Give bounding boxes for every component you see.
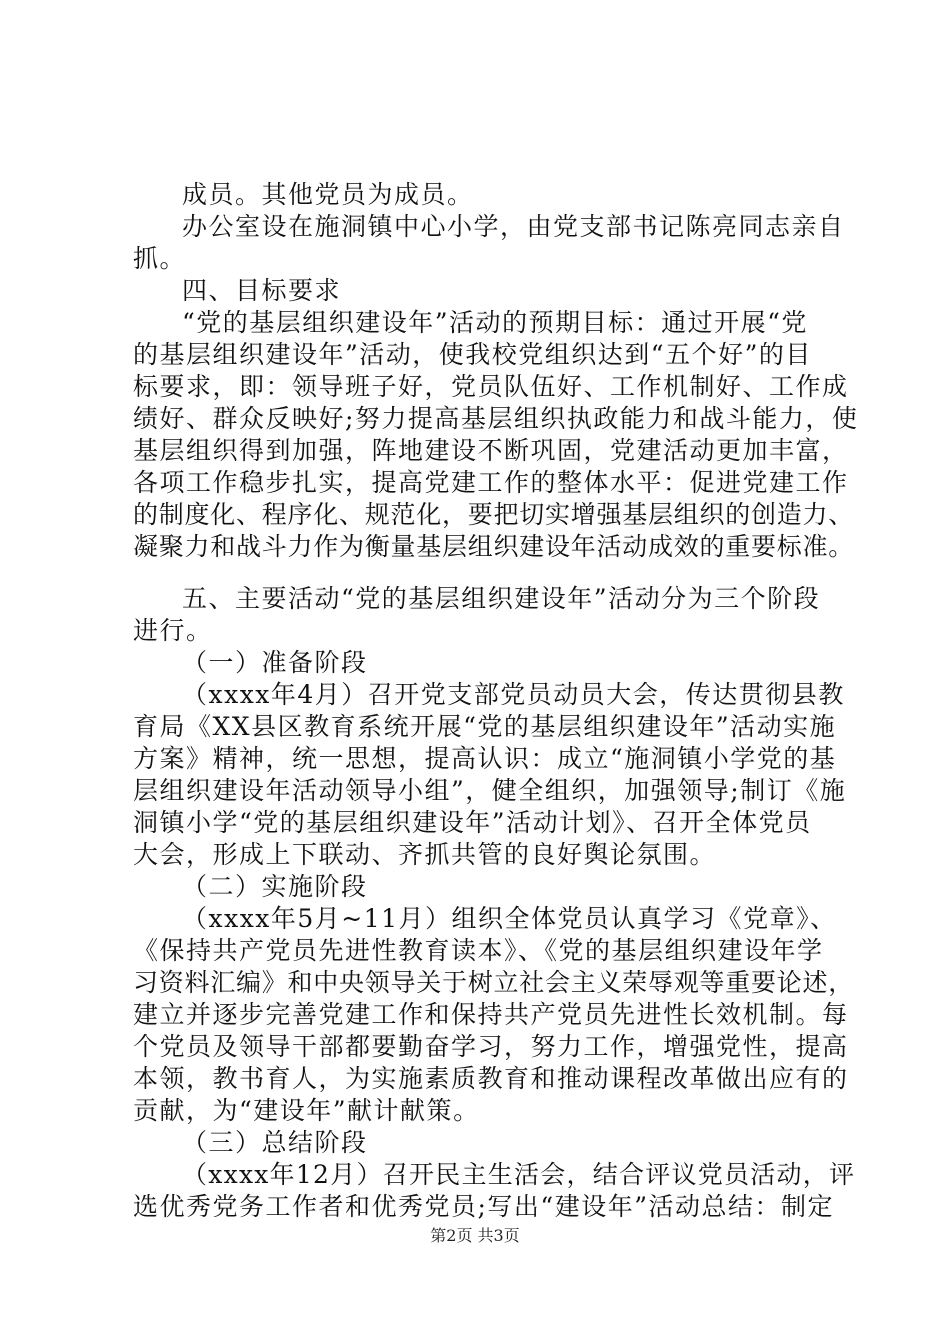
subsection-heading: （一）准备阶段 <box>182 648 368 677</box>
page-number: 第2页 共3页 <box>430 1226 520 1245</box>
paragraph-line: 凝聚力和战斗力作为衡量基层组织建设年活动成效的重要标准。 <box>133 532 855 561</box>
paragraph-line: 成员。其他党员为成员。 <box>182 180 474 209</box>
paragraph-line: 本领，教书育人，为实施素质教育和推动课程改革做出应有的 <box>133 1064 849 1093</box>
paragraph-line: 标要求，即：领导班子好，党员队伍好、工作机制好、工作成 <box>133 372 849 401</box>
paragraph-line: （xxxx年5月~11月）组织全体党员认真学习《党章》、 <box>182 904 837 933</box>
paragraph-line: 选优秀党务工作者和优秀党员;写出“建设年”活动总结：制定 <box>133 1192 834 1221</box>
paragraph-line: 大会，形成上下联动、齐抓共管的良好舆论氛围。 <box>133 840 717 869</box>
paragraph-line: “党的基层组织建设年”活动的预期目标：通过开展“党 <box>182 308 808 337</box>
paragraph-line: 层组织建设年活动领导小组”，健全组织，加强领导;制订《施 <box>133 776 847 805</box>
paragraph-line: 办公室设在施洞镇中心小学，由党支部书记陈亮同志亲自 <box>182 212 845 241</box>
paragraph-line: 洞镇小学“党的基层组织建设年”活动计划》、召开全体党员 <box>133 808 812 837</box>
paragraph-line: 建立并逐步完善党建工作和保持共产党员先进性长效机制。每 <box>133 1000 849 1029</box>
paragraph-line: 基层组织得到加强，阵地建设不断巩固，党建活动更加丰富， <box>133 436 849 465</box>
paragraph-line: 方案》精神，统一思想，提高认识：成立“施洞镇小学党的基 <box>133 744 837 773</box>
paragraph-line: 绩好、群众反映好;努力提高基层组织执政能力和战斗能力，使 <box>133 404 859 433</box>
paragraph-line: 贡献，为“建设年”献计献策。 <box>133 1096 480 1125</box>
paragraph-line: （xxxx年12月）召开民主生活会，结合评议党员活动，评 <box>182 1160 856 1189</box>
paragraph-line: 各项工作稳步扎实，提高党建工作的整体水平：促进党建工作 <box>133 468 849 497</box>
paragraph-line: （xxxx年4月）召开党支部党员动员大会，传达贯彻县教 <box>182 680 845 709</box>
paragraph-line: 习资料汇编》和中央领导关于树立社会主义荣辱观等重要论述， <box>133 968 855 997</box>
paragraph-line: 抓。 <box>133 244 187 273</box>
paragraph-line: 进行。 <box>133 616 213 645</box>
subsection-heading: （三）总结阶段 <box>182 1128 368 1157</box>
page-footer <box>0 1226 950 1246</box>
section-heading: 五、主要活动“党的基层组织建设年”活动分为三个阶段 <box>182 584 821 613</box>
paragraph-line: 个党员及领导干部都要勤奋学习，努力工作，增强党性，提高 <box>133 1032 849 1061</box>
subsection-heading: （二）实施阶段 <box>182 872 368 901</box>
paragraph-line: 的基层组织建设年”活动，使我校党组织达到“五个好”的目 <box>133 340 812 369</box>
paragraph-line: 育局《XX县区教育系统开展“党的基层组织建设年”活动实施 <box>133 712 837 741</box>
section-heading: 四、目标要求 <box>182 276 342 305</box>
paragraph-line: 《保持共产党员先进性教育读本》、《党的基层组织建设年学 <box>133 936 824 965</box>
paragraph-line: 的制度化、程序化、规范化，要把切实增强基层组织的创造力、 <box>133 500 855 529</box>
